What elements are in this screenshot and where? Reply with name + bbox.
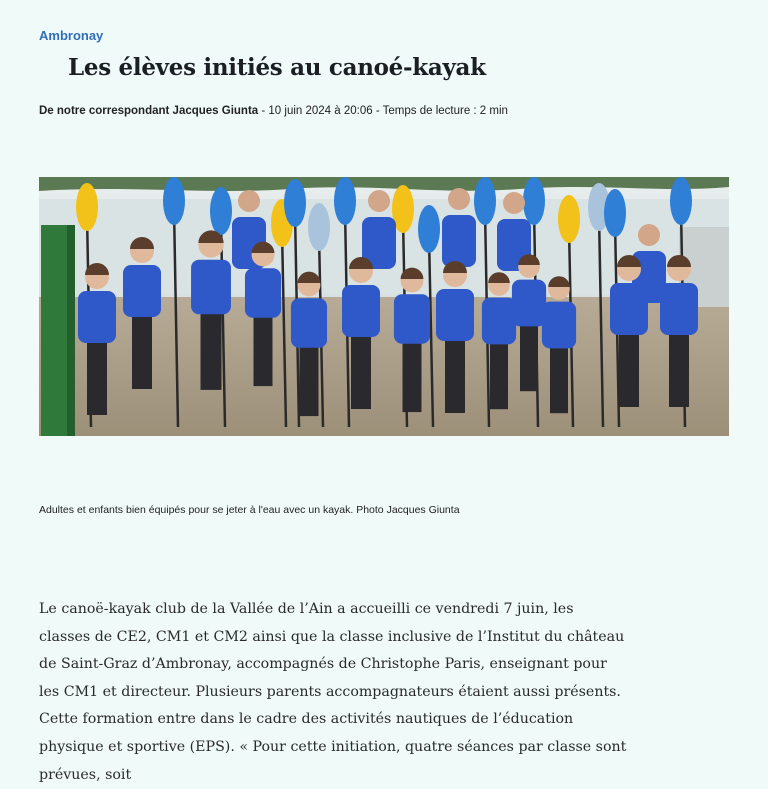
child-vest: [610, 283, 648, 335]
article-body: Le canoë-kayak club de la Vallée de l’Ain a accueilli ce vendredi 7 juin, les classes de CE2, CM1 et CM2 ainsi que la classe inclusive de l’Institut du château de Saint-Graz d’Ambronay, accompagnés de Christophe Paris, enseignant pour les CM1 et directeur. Plusieurs parents accompagnateurs étaient aussi présents. Cette formation entre dans le cadre des activités nautiques de l’éducation physique et sportive (EPS). « Pour cette initiation, quatre séances par classe sont prévues, soit: [39, 601, 627, 783]
article-title: Les élèves initiés au canoé-kayak: [68, 54, 486, 81]
child-legs: [669, 329, 689, 407]
group-photo-illustration: [39, 177, 729, 436]
paddle-blade: [523, 177, 545, 225]
child-legs: [351, 331, 371, 409]
paddle-blade: [474, 177, 496, 225]
child-legs: [87, 337, 107, 415]
paddle-blade: [76, 183, 98, 231]
paddle-blade: [210, 187, 232, 235]
paddle-blade: [604, 189, 626, 237]
child-legs: [490, 339, 508, 409]
child-legs: [132, 311, 152, 389]
child-legs: [403, 338, 422, 412]
byline-meta: - 10 juin 2024 à 20:06 - Temps de lecture : 2 min: [258, 105, 508, 117]
photo-caption: Adultes et enfants bien équipés pour se jeter à l'eau avec un kayak. Photo Jacques Giunta: [39, 504, 460, 516]
byline-author: De notre correspondant Jacques Giunta: [39, 105, 259, 117]
child-vest: [123, 265, 161, 317]
adult-head: [448, 188, 470, 210]
child-vest: [342, 285, 380, 337]
child-vest: [436, 289, 474, 341]
child-vest: [660, 283, 698, 335]
article-photo[interactable]: [39, 177, 729, 436]
paddle-blade: [334, 177, 356, 225]
article-byline: [39, 105, 508, 117]
photo-green-kayak-edge: [67, 225, 75, 436]
child-legs: [550, 343, 568, 413]
adult-head: [238, 190, 260, 212]
child-legs: [254, 312, 273, 386]
adult-head: [368, 190, 390, 212]
paddle-blade: [163, 177, 185, 225]
paddle-blade: [670, 177, 692, 225]
child-vest: [482, 298, 516, 345]
child-legs: [300, 342, 319, 416]
adult-head: [503, 192, 525, 214]
child-legs: [619, 329, 639, 407]
paddle-blade: [308, 203, 330, 251]
child-vest: [542, 302, 576, 349]
adult-vest: [442, 215, 476, 267]
paddle-blade: [284, 179, 306, 227]
child-vest: [78, 291, 116, 343]
child-vest: [394, 294, 430, 343]
paddle-blade: [558, 195, 580, 243]
adult-head: [638, 224, 660, 246]
child-legs: [445, 335, 465, 413]
child-vest: [191, 260, 231, 315]
child-vest: [512, 280, 546, 327]
child-legs: [520, 321, 538, 391]
child-legs: [201, 308, 222, 390]
category-link[interactable]: Ambronay: [39, 28, 104, 43]
child-vest: [245, 268, 281, 317]
child-vest: [291, 298, 327, 347]
paddle-blade: [418, 205, 440, 253]
